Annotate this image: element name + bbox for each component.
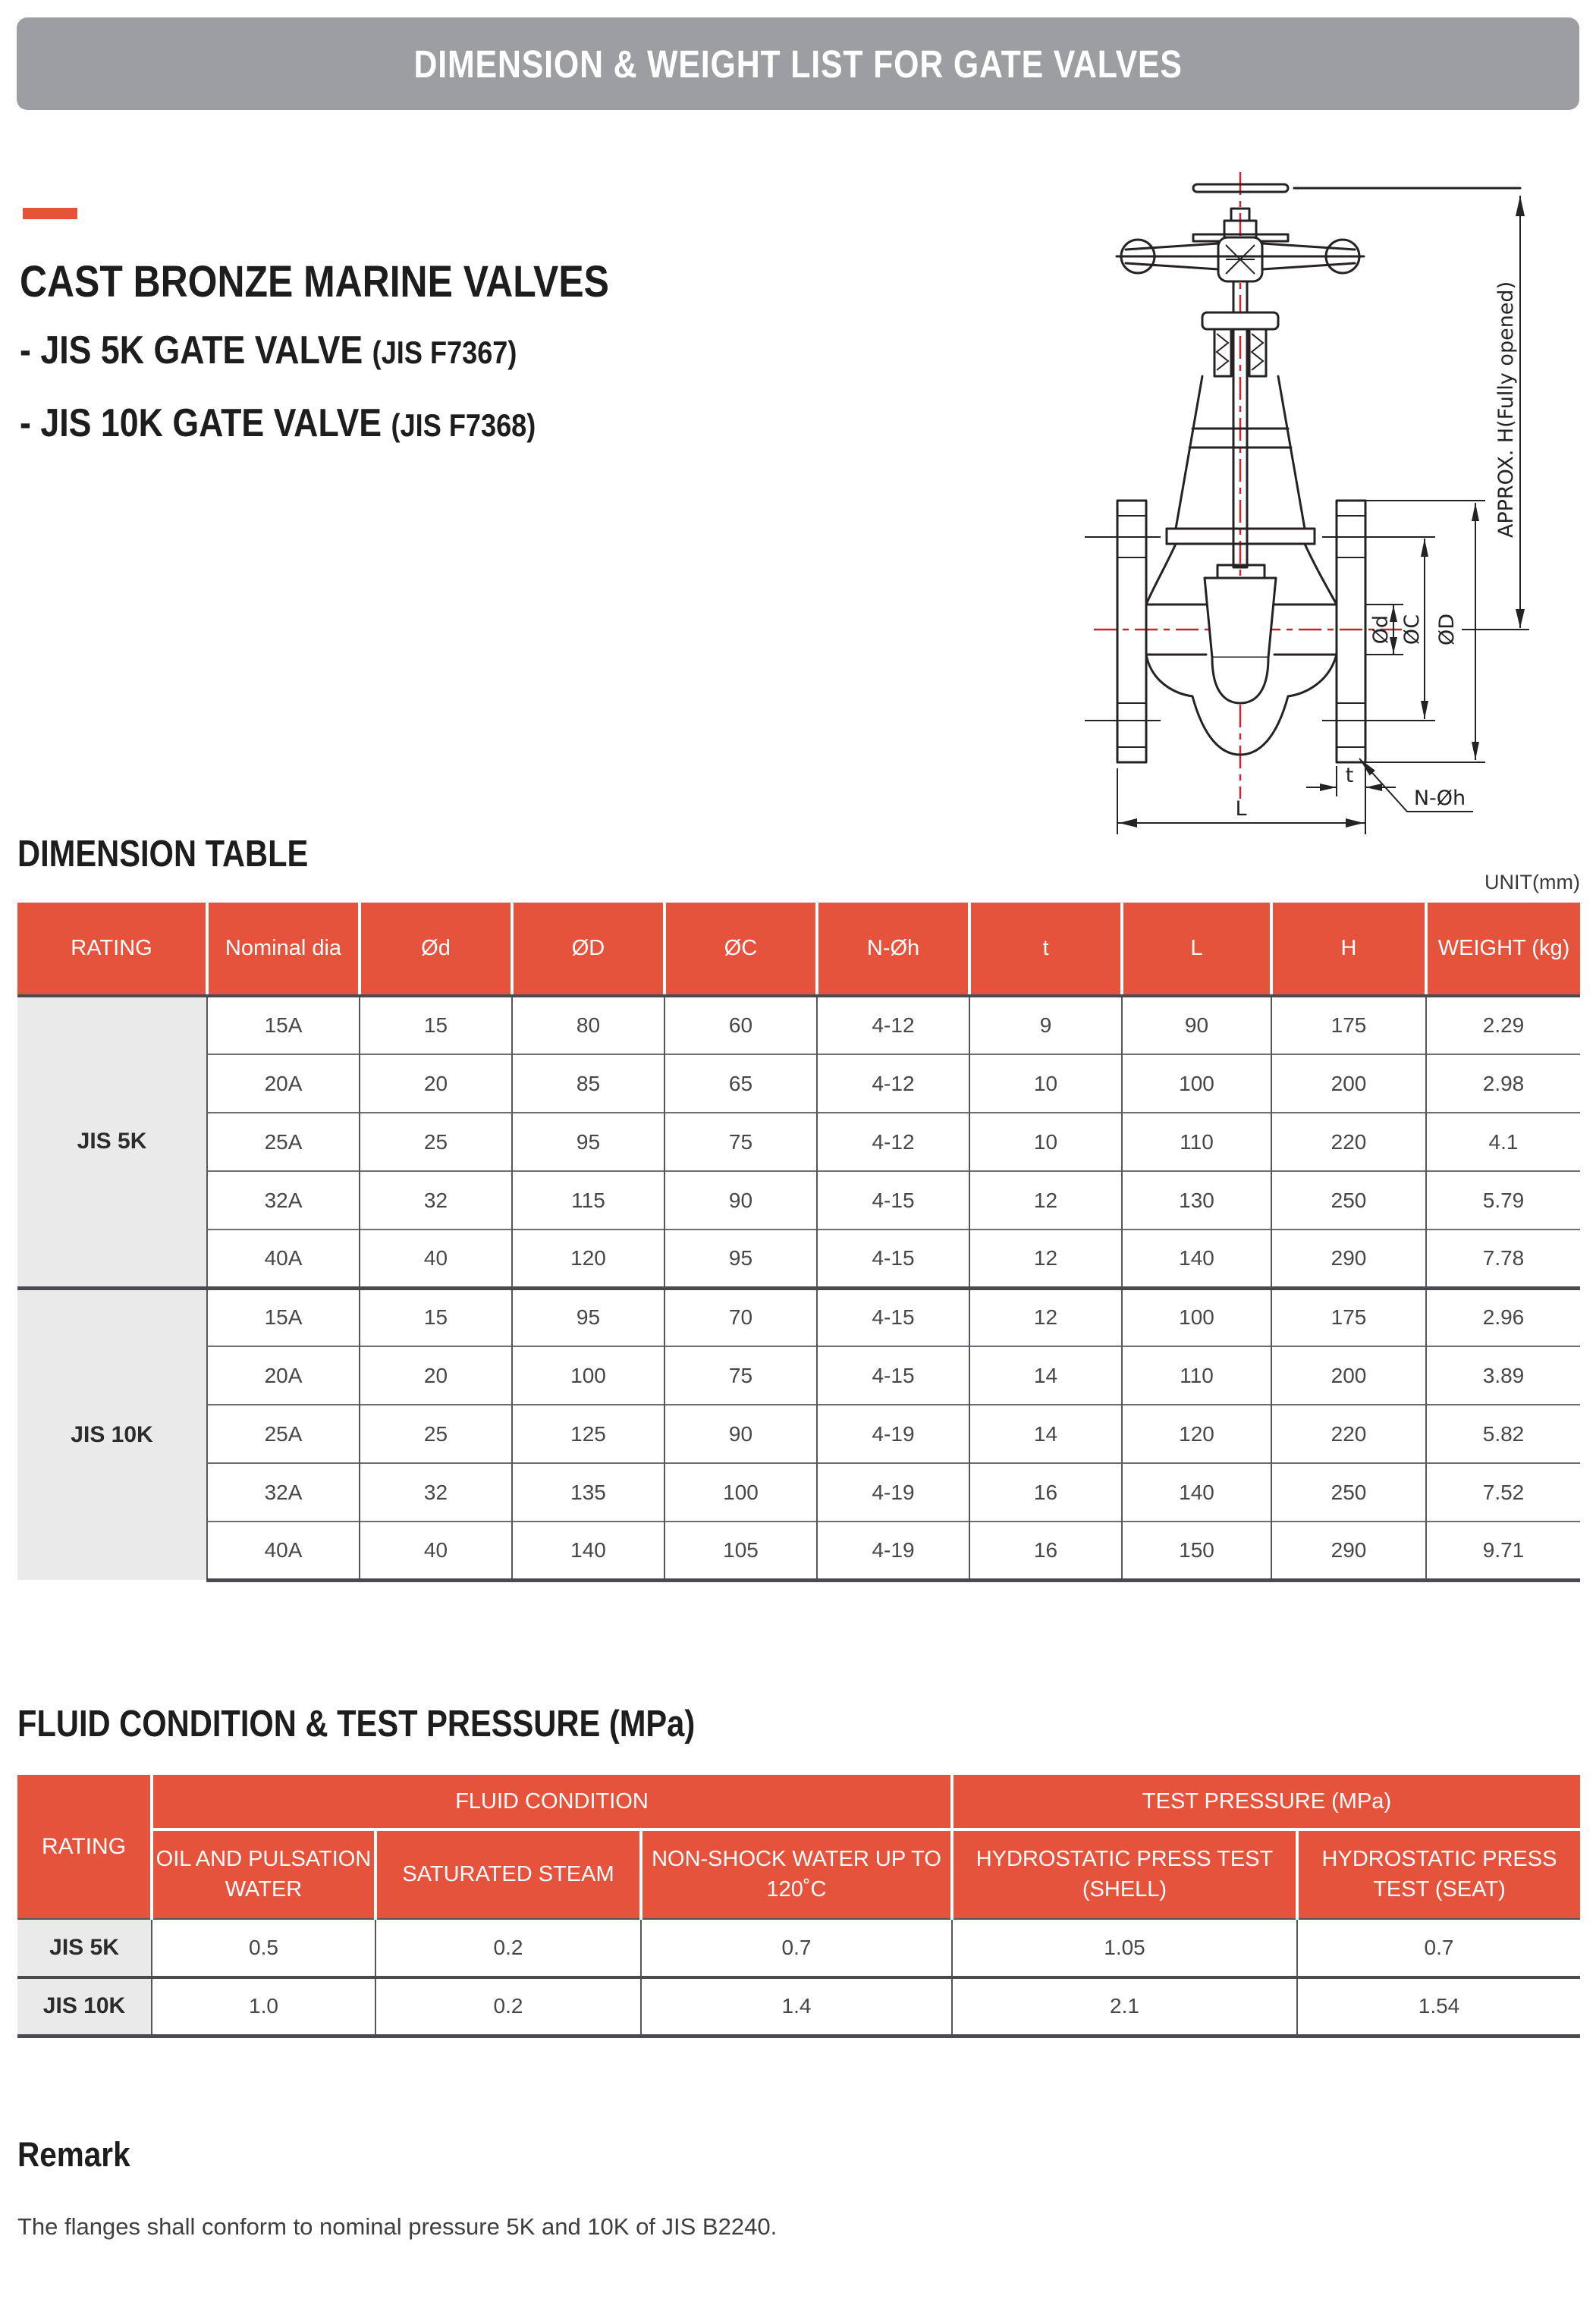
dim-cell: 115 xyxy=(512,1171,664,1230)
arrow xyxy=(1421,701,1428,719)
dim-cell: 4-12 xyxy=(817,1113,969,1171)
subtitle-jis10k: - JIS 10K GATE VALVE (JIS F7368) xyxy=(20,401,536,445)
dim-cell: 40A xyxy=(207,1522,360,1580)
dim-cell: 120 xyxy=(512,1230,664,1288)
remark-heading: Remark xyxy=(17,2135,130,2174)
subtitle-jis5k: - JIS 5K GATE VALVE (JIS F7367) xyxy=(20,328,517,372)
dim-cell: 25A xyxy=(207,1113,360,1171)
table-row xyxy=(17,1113,1580,1171)
fluid-group-header-row xyxy=(17,1775,1580,1829)
dim-cell: 4-12 xyxy=(817,1054,969,1113)
dim-cell: 100 xyxy=(664,1463,817,1522)
col-header-h: H xyxy=(1271,903,1426,996)
col-header-t: t xyxy=(969,903,1122,996)
fluid-cell: 1.4 xyxy=(641,1977,952,2036)
dim-cell: 150 xyxy=(1122,1522,1271,1580)
dim-cell: 15 xyxy=(360,996,512,1054)
fluid-cell: 1.54 xyxy=(1297,1977,1580,2036)
table-row xyxy=(17,1346,1580,1405)
fluid-col-header-rating: RATING xyxy=(17,1775,152,1919)
dim-cell: 75 xyxy=(664,1346,817,1405)
dim-cell: 20 xyxy=(360,1054,512,1113)
dim-cell: 20 xyxy=(360,1346,512,1405)
spoke-line xyxy=(1262,263,1355,269)
label-approx-h: APPROX. H(Fully opened) xyxy=(1494,281,1518,539)
sub-header-saturated-steam: SATURATED STEAM xyxy=(375,1829,641,1919)
body-shoulder-left xyxy=(1146,544,1176,605)
subtitle-jis5k-ref: (JIS F7367) xyxy=(372,334,517,370)
dim-cell: 220 xyxy=(1271,1405,1426,1463)
fluid-cell: 0.5 xyxy=(152,1919,375,1977)
dim-cell: 32 xyxy=(360,1463,512,1522)
dim-cell: 40A xyxy=(207,1230,360,1288)
table-row xyxy=(17,1919,1580,1977)
col-header-dia-c: ØC xyxy=(664,903,817,996)
dim-cell: 140 xyxy=(1122,1463,1271,1522)
product-title-text: CAST BRONZE MARINE VALVES xyxy=(20,257,609,306)
fluid-cell: 0.2 xyxy=(375,1977,641,2036)
arrow xyxy=(1119,818,1137,828)
fluid-table-heading: FLUID CONDITION & TEST PRESSURE (MPa) xyxy=(17,1704,696,1745)
arrow xyxy=(1320,784,1337,791)
group-header-test-pressure: TEST PRESSURE (MPa) xyxy=(952,1775,1580,1829)
dimension-table-header-row xyxy=(17,903,1580,996)
dim-cell: 200 xyxy=(1271,1054,1426,1113)
dim-cell: 32A xyxy=(207,1171,360,1230)
dim-cell: 2.29 xyxy=(1426,996,1580,1054)
dim-cell: 130 xyxy=(1122,1171,1271,1230)
valve-technical-drawing xyxy=(1062,155,1593,853)
dim-cell: 290 xyxy=(1271,1230,1426,1288)
body-shoulder-right xyxy=(1305,544,1337,605)
sub-header-hydrostatic-shell: HYDROSTATIC PRESS TEST (SHELL) xyxy=(952,1829,1297,1919)
label-dia-d: Ød xyxy=(1369,614,1393,645)
dim-cell: 15A xyxy=(207,1288,360,1346)
fluid-cell: 0.2 xyxy=(375,1919,641,1977)
dim-cell: 100 xyxy=(1122,1288,1271,1346)
dim-cell: 65 xyxy=(664,1054,817,1113)
arrow xyxy=(1421,539,1428,557)
arrow xyxy=(1516,196,1525,216)
label-dia-c: ØC xyxy=(1400,614,1424,645)
dim-cell: 90 xyxy=(1122,996,1271,1054)
col-header-dia-d: Ød xyxy=(360,903,512,996)
dim-cell: 70 xyxy=(664,1288,817,1346)
dim-cell: 290 xyxy=(1271,1522,1426,1580)
flange-right xyxy=(1337,501,1365,762)
dim-cell: 7.78 xyxy=(1426,1230,1580,1288)
dim-cell: 250 xyxy=(1271,1171,1426,1230)
table-row xyxy=(17,1288,1580,1346)
dim-cell: 25 xyxy=(360,1113,512,1171)
fluid-cell: 0.7 xyxy=(641,1919,952,1977)
arrow xyxy=(1516,609,1525,628)
dim-cell: 120 xyxy=(1122,1405,1271,1463)
subtitle-jis10k-ref: (JIS F7368) xyxy=(391,407,536,443)
dim-cell: 15 xyxy=(360,1288,512,1346)
spoke-line xyxy=(1126,263,1218,269)
dim-cell: 95 xyxy=(512,1288,664,1346)
fluid-cell: 2.1 xyxy=(952,1977,1297,2036)
dim-cell: 9.71 xyxy=(1426,1522,1580,1580)
gate-wedge-bottom xyxy=(1212,658,1268,703)
dim-cell: 20A xyxy=(207,1346,360,1405)
col-header-dia-D: ØD xyxy=(512,903,664,996)
page-header-bar xyxy=(17,17,1579,110)
dim-cell: 60 xyxy=(664,996,817,1054)
fluid-cell: 0.7 xyxy=(1297,1919,1580,1977)
dimension-table xyxy=(17,903,1580,1582)
fluid-cell: 1.05 xyxy=(952,1919,1297,1977)
thread-zigzag-left xyxy=(1217,334,1228,370)
dim-cell: 4-15 xyxy=(817,1346,969,1405)
unit-label: UNIT(mm) xyxy=(1484,871,1580,893)
dim-cell: 4-12 xyxy=(817,996,969,1054)
arrow xyxy=(1472,503,1479,521)
thread-zigzag-right xyxy=(1252,334,1263,370)
dim-cell: 9 xyxy=(969,996,1122,1054)
table-row xyxy=(17,1171,1580,1230)
dim-cell: 140 xyxy=(1122,1230,1271,1288)
yoke-head xyxy=(1202,312,1278,329)
group-header-fluid-condition: FLUID CONDITION xyxy=(152,1775,952,1829)
dim-cell: 12 xyxy=(969,1171,1122,1230)
dim-cell: 95 xyxy=(512,1113,664,1171)
dim-cell: 140 xyxy=(512,1522,664,1580)
dim-cell: 15A xyxy=(207,996,360,1054)
rating-jis10k: JIS 10K xyxy=(17,1288,207,1580)
dim-cell: 250 xyxy=(1271,1463,1426,1522)
table-row xyxy=(17,1054,1580,1113)
col-header-l: L xyxy=(1122,903,1271,996)
arrow xyxy=(1472,742,1479,760)
dim-cell: 7.52 xyxy=(1426,1463,1580,1522)
fluid-rating-jis10k: JIS 10K xyxy=(17,1977,152,2036)
dim-cell: 20A xyxy=(207,1054,360,1113)
dim-cell: 32 xyxy=(360,1171,512,1230)
spoke-line xyxy=(1126,243,1218,250)
table-row xyxy=(17,1463,1580,1522)
fluid-sub-header-row xyxy=(17,1829,1580,1919)
dim-cell: 4-19 xyxy=(817,1522,969,1580)
dim-cell: 16 xyxy=(969,1463,1122,1522)
dim-cell: 95 xyxy=(664,1230,817,1288)
sub-header-non-shock-water: NON-SHOCK WATER UP TO 120˚C xyxy=(641,1829,952,1919)
dim-cell: 110 xyxy=(1122,1113,1271,1171)
rating-jis5k: JIS 5K xyxy=(17,996,207,1288)
accent-dash xyxy=(23,208,77,219)
fluid-condition-table xyxy=(17,1775,1580,2038)
dim-cell: 4-19 xyxy=(817,1463,969,1522)
dim-cell: 14 xyxy=(969,1346,1122,1405)
dim-cell: 2.96 xyxy=(1426,1288,1580,1346)
dim-cell: 12 xyxy=(969,1288,1122,1346)
dim-cell: 25A xyxy=(207,1405,360,1463)
dim-cell: 4.1 xyxy=(1426,1113,1580,1171)
dim-cell: 12 xyxy=(969,1230,1122,1288)
col-header-weight: WEIGHT (kg) xyxy=(1426,903,1580,996)
dim-cell: 2.98 xyxy=(1426,1054,1580,1113)
col-header-n-holes: N-Øh xyxy=(817,903,969,996)
dim-cell: 4-15 xyxy=(817,1171,969,1230)
dim-cell: 105 xyxy=(664,1522,817,1580)
dim-cell: 4-15 xyxy=(817,1230,969,1288)
dim-cell: 110 xyxy=(1122,1346,1271,1405)
bonnet-side-right xyxy=(1278,376,1305,529)
dimension-table-heading: DIMENSION TABLE xyxy=(17,834,309,875)
dim-cell: 85 xyxy=(512,1054,664,1113)
label-dia-big-d: ØD xyxy=(1435,613,1459,646)
gate-wedge xyxy=(1205,578,1276,658)
product-title xyxy=(20,256,705,307)
dim-cell: 135 xyxy=(512,1463,664,1522)
dim-cell: 25 xyxy=(360,1405,512,1463)
spoke-line xyxy=(1262,243,1355,250)
dim-cell: 4-15 xyxy=(817,1288,969,1346)
dim-cell: 40 xyxy=(360,1522,512,1580)
remark-text: The flanges shall conform to nominal pressure 5K and 10K of JIS B2240. xyxy=(17,2213,778,2240)
dim-cell: 16 xyxy=(969,1522,1122,1580)
dim-cell: 175 xyxy=(1271,996,1426,1054)
arrow xyxy=(1365,784,1382,791)
dim-cell: 90 xyxy=(664,1171,817,1230)
dim-cell: 200 xyxy=(1271,1346,1426,1405)
dim-cell: 5.82 xyxy=(1426,1405,1580,1463)
dim-cell: 14 xyxy=(969,1405,1122,1463)
dim-cell: 10 xyxy=(969,1113,1122,1171)
dim-cell: 90 xyxy=(664,1405,817,1463)
table-row xyxy=(17,1405,1580,1463)
table-row xyxy=(17,1522,1580,1580)
col-header-nominal-dia: Nominal dia xyxy=(207,903,360,996)
dim-cell: 4-19 xyxy=(817,1405,969,1463)
flange-left xyxy=(1117,501,1146,762)
bonnet-side-left xyxy=(1176,376,1202,529)
table-row xyxy=(17,1977,1580,2036)
dim-cell: 3.89 xyxy=(1426,1346,1580,1405)
label-length: L xyxy=(1235,797,1247,821)
dim-cell: 100 xyxy=(512,1346,664,1405)
label-t: t xyxy=(1345,764,1354,787)
dim-cell: 175 xyxy=(1271,1288,1426,1346)
dim-cell: 80 xyxy=(512,996,664,1054)
dim-cell: 220 xyxy=(1271,1113,1426,1171)
table-row xyxy=(17,996,1580,1054)
dim-cell: 75 xyxy=(664,1113,817,1171)
page-title: DIMENSION & WEIGHT LIST FOR GATE VALVES xyxy=(413,42,1183,86)
dim-cell: 125 xyxy=(512,1405,664,1463)
sub-header-hydrostatic-seat: HYDROSTATIC PRESS TEST (SEAT) xyxy=(1297,1829,1580,1919)
fluid-cell: 1.0 xyxy=(152,1977,375,2036)
dim-cell: 5.79 xyxy=(1426,1171,1580,1230)
fluid-rating-jis5k: JIS 5K xyxy=(17,1919,152,1977)
label-n-holes: N-Øh xyxy=(1413,787,1466,810)
dim-cell: 100 xyxy=(1122,1054,1271,1113)
sub-header-oil-pulsation: OIL AND PULSATION WATER xyxy=(152,1829,375,1919)
dim-cell: 40 xyxy=(360,1230,512,1288)
col-header-rating: RATING xyxy=(17,903,207,996)
arrow xyxy=(1346,818,1364,828)
table-row xyxy=(17,1230,1580,1288)
dim-cell: 32A xyxy=(207,1463,360,1522)
dim-cell: 10 xyxy=(969,1054,1122,1113)
